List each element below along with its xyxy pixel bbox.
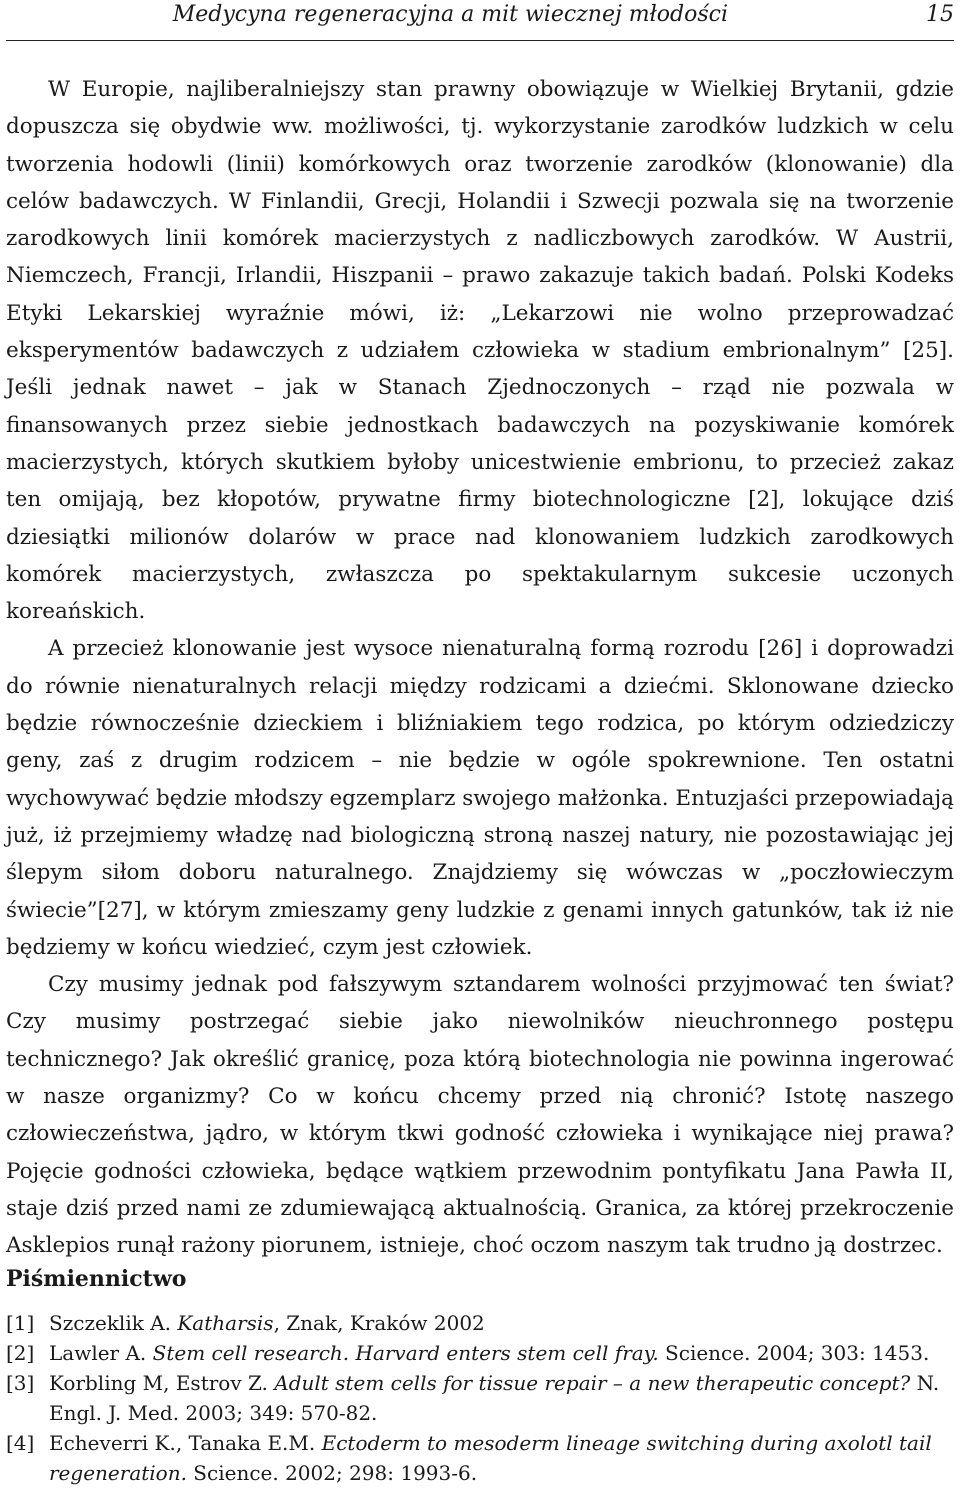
article-body — [6, 71, 954, 1265]
reference-source: Science. 2004; 303: 1453. — [658, 1341, 930, 1365]
page-number: 15 — [926, 2, 954, 27]
reference-title: Katharsis — [177, 1311, 274, 1335]
reference-source: Science. 2002; 298: 1993-6. — [186, 1461, 478, 1485]
reference-authors: Szczeklik A. — [49, 1311, 178, 1335]
reference-authors: Lawler A. — [49, 1341, 153, 1365]
reference-title: Stem cell research. Harvard enters stem cell fray. — [152, 1341, 659, 1365]
reference-authors: Echeverri K., Tanaka E.M. — [49, 1431, 322, 1455]
references-list — [6, 1308, 954, 1488]
reference-number: [1] — [6, 1311, 35, 1335]
reference-item — [6, 1308, 954, 1338]
reference-item — [6, 1368, 954, 1428]
reference-item — [6, 1338, 954, 1368]
running-header — [6, 0, 954, 41]
paragraph: W Europie, najliberalniejszy stan prawny obowiązuje w Wielkiej Brytanii, gdzie dopuszcza się obydwie ww. możliwości, tj. wykorzystanie zarodków ludzkich w celu tworzenia hodowli (linii) komórkowych oraz tworzenie zarodków (klonowanie) dla celów badawczych. W Finlandii, Grecji, Holandii i Szwecji pozwala się na tworzenie zarodkowych linii komórek macierzystych z nadliczbowych zarodków. W Austrii, Niemczech, Francji, Irlandii, Hiszpanii – prawo zakazuje takich badań. Polski Kodeks Etyki Lekarskiej wyraźnie mówi, iż: „Lekarzowi nie wolno przeprowadzać eksperymentów badawczych z udziałem człowieka w stadium embrionalnym” [25]. Jeśli jednak nawet – jak w Stanach Zjednoczonych – rząd nie pozwala w finansowanych przez siebie jednostkach badawczych na pozyskiwanie komórek macierzystych, których skutkiem byłoby unicestwienie embrionu, to przecież zakaz ten omijają, bez kłopotów, prywatne firmy biotechnologiczne [2], lokujące dziś dziesiątki milionów dolarów w prace nad klonowaniem ludzkich zarodkowych komórek macierzystych, zwłaszcza po spektakularnym sukcesie uczonych koreańskich. — [6, 77, 954, 625]
reference-source: , Znak, Kraków 2002 — [273, 1311, 485, 1335]
references-heading: Piśmiennictwo — [6, 1266, 187, 1292]
paragraph: Czy musimy jednak pod fałszywym sztandarem wolności przyjmować ten świat? Czy musimy postrzegać siebie jako niewolników nieuchronnego postępu technicznego? Jak określić granicę, poza którą biotechnologia nie powinna ingerować w nasze organizmy? Co w końcu chcemy przed nią chronić? Istotę naszego człowieczeństwa, jądro, w którym tkwi godność człowieka i wynikające niej prawa? Pojęcie godności człowieka, będące wątkiem przewodnim pontyfikatu Jana Pawła II, staje dziś przed nami ze zdumiewającą aktualnością. Granica, za której przekroczenie Asklepios runął rażony piorunem, istnieje, choć oczom naszym tak trudno ją dostrzec. — [6, 972, 954, 1259]
reference-item — [6, 1428, 954, 1488]
reference-title: Ectoderm to mesoderm lineage switching during axolotl tail regeneration. — [49, 1431, 932, 1485]
reference-authors: Korbling M, Estrov Z. — [49, 1371, 275, 1395]
paragraph: A przecież klonowanie jest wysoce nienaturalną formą rozrodu [26] i doprowadzi do równie nienaturalnych relacji między rodzicami a dziećmi. Sklonowane dziecko będzie równocześnie dzieckiem i bliźniakiem tego rodzica, po którym odziedziczy geny, zaś z drugim rodzicem – nie będzie w ogóle spokrewnione. Ten ostatni wychowywać będzie młodszy egzemplarz swojego małżonka. Entuzjaści przepowiadają już, iż przejmiemy władzę nad biologiczną stroną naszej natury, nie pozostawiając jej ślepym siłom doboru naturalnego. Znajdziemy się wówczas w „poczłowieczym świecie”[27], w którym zmieszamy geny ludzkie z genami innych gatunków, tak iż nie będziemy w końcu wiedzieć, czym jest człowiek. — [6, 636, 954, 960]
reference-number: [2] — [6, 1341, 35, 1365]
reference-number: [3] — [6, 1371, 35, 1395]
reference-title: Adult stem cells for tissue repair – a new therapeutic concept? — [274, 1371, 911, 1395]
reference-source: N. Engl. J. Med. 2003; 349: 570-82. — [49, 1371, 940, 1425]
reference-number: [4] — [6, 1431, 35, 1455]
running-title: Medycyna regeneracyjna a mit wiecznej młodości — [172, 2, 728, 27]
